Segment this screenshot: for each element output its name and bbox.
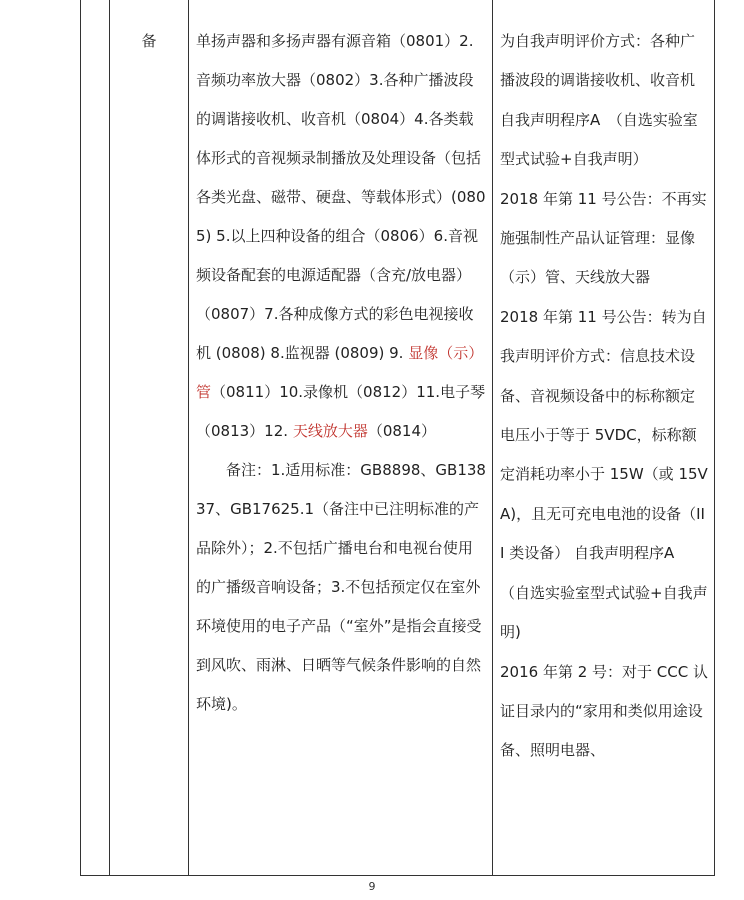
empty-cell [81,0,110,876]
note-paragraph: 为自我声明评价方式：各种广播波段的调谐接收机、收音机 自我声明程序A （自选实验室型式试验+自我声明） [500,32,711,169]
table-row [81,0,715,876]
page-number: 9 [368,880,376,893]
product-list-text [196,22,486,451]
product-text-1: 单扬声器和多扬声器有源音箱（0801）2.音频功率放大器（0802）3.各种广播波段的调谐接收机、收音机（0804）4.各类载体形式的音视频录制播放及处理设备（包括各类光盘、磁带、硬盘、等载体形式）(0805) 5.以上四种设备的组合（0806）6.音视频设备配套的电源适配器（含充/放电器）（0807）7.各种成像方式的彩色电视接收机 (0808) 8.监视器 (0809) 9. [196,32,486,362]
notes-cell [493,0,715,876]
remark-text: 备注：1.适用标准：GB8898、GB13837、GB17625.1（备注中已注明标准的产品除外）；2.不包括广播电台和电视台使用的广播级音响设备；3.不包括预定仅在室外环境使用的电子产品（“室外”是指会直接受到风吹、雨淋、日晒等气候条件影响的自然环境)。 [196,461,486,713]
product-text-3: （0814） [367,422,437,440]
product-text-2: （0811）10.录像机（0812）11.电子琴（0813）12. [196,383,486,440]
note-paragraph: 2018 年第 11 号公告：转为自我声明评价方式：信息技术设备、音视频设备中的标称额定电压小于等于 5VDC，标称额定消耗功率小于 15W（或 15VA)，且无可充电电池的设备（III 类设备） 自我声明程序A （自选实验室型式试验+自我声明) [500,307,708,642]
catalog-table [80,0,715,876]
product-list-cell [189,0,493,876]
category-cell: 备 [110,0,189,876]
highlight-display-tube: 显像（示）管 [196,344,484,401]
note-paragraph: 2016 年第 2 号：对于 CCC 认证目录内的“家用和类似用途设备、照明电器、 [500,662,708,760]
highlight-antenna-amplifier: 天线放大器 [292,422,368,440]
note-paragraph: 2018 年第 11 号公告：不再实施强制性产品认证管理：显像（示）管、天线放大器 [500,189,707,287]
